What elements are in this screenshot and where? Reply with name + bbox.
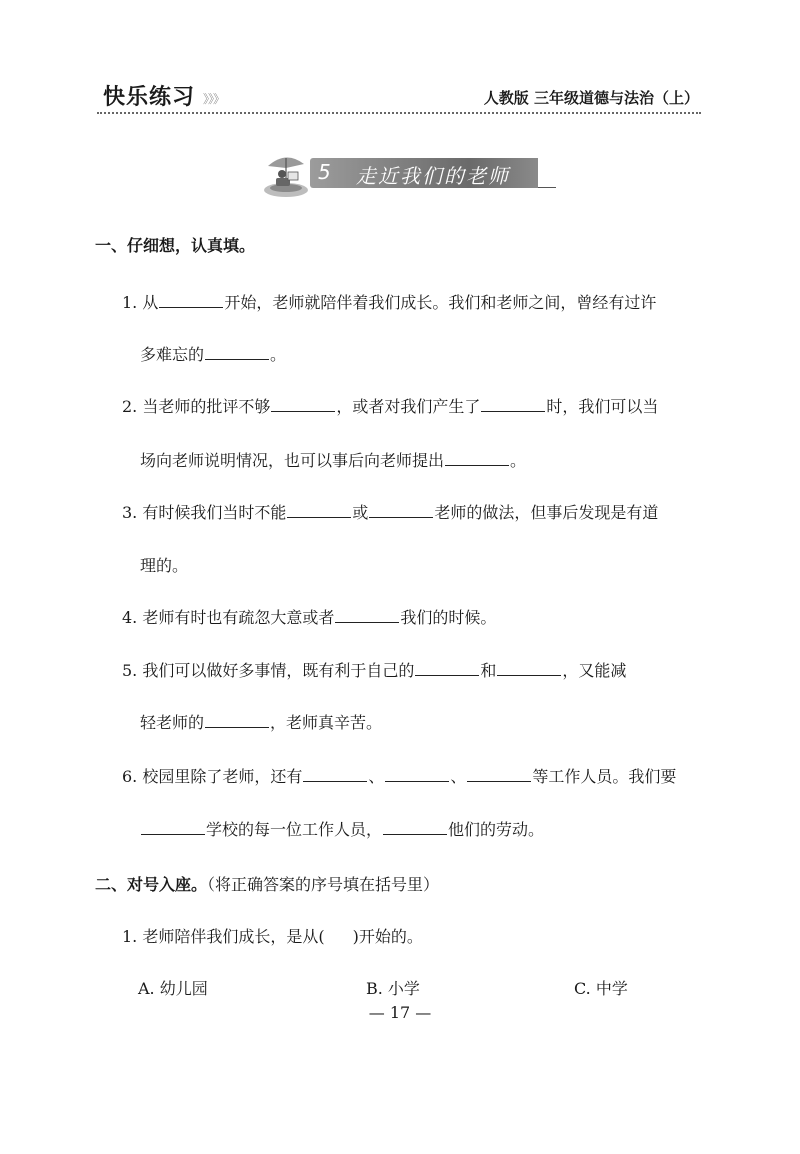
question-2-line-2: 场向老师说明情况，也可以事后向老师提出 。 xyxy=(140,451,527,470)
answer-blank[interactable] xyxy=(445,451,509,466)
answer-blank[interactable] xyxy=(141,820,205,835)
option-a[interactable]: A. 幼儿园 xyxy=(138,979,208,998)
question-5-line-1: 5. 我们可以做好多事情，既有利于自己的 和 ，又能减 xyxy=(122,661,627,680)
choice-question-1: 1. 老师陪伴我们成长，是从( )开始的。 xyxy=(122,927,423,946)
answer-blank[interactable] xyxy=(335,608,399,623)
lesson-heading xyxy=(258,148,558,200)
question-3-line-1: 3. 有时候我们当时不能 或 老师的做法，但事后发现是有道 xyxy=(122,503,659,522)
answer-blank[interactable] xyxy=(303,767,367,782)
page-number: — 17 — xyxy=(368,1003,432,1022)
section-2-title: 二、对号入座。（将正确答案的序号填在括号里） xyxy=(95,875,440,894)
section-2-note: （将正确答案的序号填在括号里） xyxy=(207,875,440,894)
question-6-line-1: 6. 校园里除了老师，还有 、 、 等工作人员。我们要 xyxy=(122,767,677,786)
question-6-line-2: 学校的每一位工作人员， 他们的劳动。 xyxy=(140,819,544,841)
option-b[interactable]: B. 小学 xyxy=(366,979,420,998)
lesson-title: 走近我们的老师 xyxy=(356,164,510,188)
question-1-line-1: 1. 从 开始，老师就陪伴着我们成长。我们和老师之间，曾经有过许 xyxy=(122,293,657,312)
question-5-line-2: 轻老师的 ，老师真辛苦。 xyxy=(140,713,383,732)
lesson-number: 5 xyxy=(318,160,331,184)
page-header xyxy=(97,78,701,114)
answer-blank[interactable] xyxy=(415,661,479,676)
section-1-title: 一、仔细想，认真填。 xyxy=(95,236,256,255)
answer-blank[interactable] xyxy=(481,397,545,412)
brand-title: 快乐练习 xyxy=(103,85,196,110)
answer-blank[interactable] xyxy=(287,503,351,518)
answer-blank[interactable] xyxy=(385,767,449,782)
banner-underline xyxy=(538,187,556,188)
option-c[interactable]: C. 中学 xyxy=(574,979,628,998)
answer-blank[interactable] xyxy=(369,503,433,518)
question-4-line-1: 4. 老师有时也有疏忽大意或者 我们的时候。 xyxy=(122,608,497,627)
answer-blank[interactable] xyxy=(205,345,269,360)
reading-figure-icon xyxy=(258,148,318,200)
question-1-line-2: 多难忘的 。 xyxy=(140,345,287,364)
answer-blank[interactable] xyxy=(383,820,447,835)
answer-blank[interactable] xyxy=(159,293,223,308)
question-2-line-1: 2. 当老师的批评不够 ，或者对我们产生了 时，我们可以当 xyxy=(122,397,659,416)
answer-blank[interactable] xyxy=(467,767,531,782)
answer-blank[interactable] xyxy=(271,397,335,412)
question-3-line-2: 理的。 xyxy=(140,556,189,575)
chevron-right-icon: 》》》 xyxy=(203,92,225,106)
answer-blank[interactable] xyxy=(497,661,561,676)
answer-blank[interactable] xyxy=(205,713,269,728)
edition-label: 人教版 三年级道德与法治（上） xyxy=(483,89,699,107)
